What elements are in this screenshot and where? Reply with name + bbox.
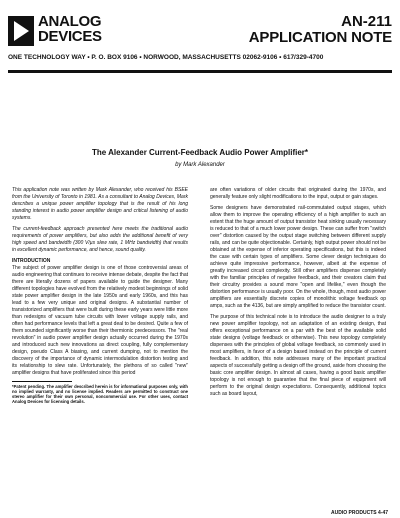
intro-paragraph-2: The current-feedback approach presented here meets the traditional audio requirements of power amplifiers, but also adds the additional benefit of very high speed and bandwidth (300 V/µs slew rate, 1 MHz bandwidth) that results in excellent dynamic performance, and hence, sound quality.	[12, 226, 188, 253]
logo-line-2: DEVICES	[38, 28, 102, 45]
body-paragraph-2: Some designers have demonstrated rail-commutated output stages, which allow them to improve the operating efficiency of a high amplifier to such an extent that the huge amount of output transistor heat sinking usually necessary is reduced to that of a much lower power design. These can suffer from "switch over" distortion caused by the output stage switching between different supply rails, and can be quite objectionable. Certainly, high output power should not be obtained at the expense of inferior operating specifications, but this is indeed the case with certain types of amplifiers. Some clever design techniques do achieve quite impressive performance, however, albeit at the expense of greatly increased circuit complexity. Still other amplifiers dispense completely with the familiar principles of negative feedback, and their creators claim that their circuitry provides a sound more "open and lifelike," even though the distortion performance is usually poor. On the whole, though, most audio power amplifiers are essentially discrete copies of monolithic voltage feedback op amps, such as the 4136, but are simply amplified to reduce the transistor count.	[210, 205, 386, 309]
left-column	[12, 187, 188, 404]
intro-paragraph-1: This application note was written by Mark Alexander, who received his BSEE from the University of Toronto in 1981. As a consultant to Analog Devices, Mark describes a unique power amplifier topology that is the result of his long standing interest in audio power amplifier design and critical listening of audio systems.	[12, 187, 188, 221]
logo-line-1: ANALOG	[38, 13, 102, 30]
triangle-logo-icon	[8, 16, 34, 46]
page-header	[8, 14, 392, 64]
application-note-id	[249, 14, 392, 46]
logo-wordmark	[38, 14, 102, 44]
right-column	[210, 187, 386, 402]
section-heading: INTRODUCTION	[12, 258, 51, 264]
footnote-rule	[12, 381, 72, 382]
company-address: ONE TECHNOLOGY WAY • P. O. BOX 9106 • NORWOOD, MASSACHUSETTS 02062-9106 • 617/329-4700	[8, 54, 324, 61]
analog-devices-logo	[8, 14, 158, 50]
an-label: APPLICATION NOTE	[248, 29, 392, 46]
body-paragraph-1: are often variations of older circuits that originated during the 1970s, and generally feature only slight modifications to the input, output or gain stages.	[210, 187, 386, 200]
body-paragraph-3: The purpose of this technical note is to introduce the audio designer to a truly new power amplifier topology, not an adaptation of an existing design, that offers exceptional performance on a par with the best of the available solid state designs (voltage feedback or otherwise). This new topology completely dispenses with the principles of global voltage feedback, so commonly used in most amplifiers, in favor of a design based instead on the principle of current feedback. In addition, this note addresses many of the important practical aspects of successfully getting a design off the ground, aside from choosing the basic core amplifier design. In almost all cases, having a good basic amplifier topology is not enough to guarantee that the final piece of equipment will perform to the original design expectations. Consequently, additional topics such as board layout,	[210, 314, 386, 397]
page-footer: AUDIO PRODUCTS 4-47	[331, 510, 388, 516]
introduction-body: The subject of power amplifier design is one of those controversial areas of audio engineering that continues to receive intense debate, despite the fact that there are literally dozens of papers available to guide the designer. Many different topologies have evolved from the relatively modest beginnings of solid state power amplifier design in the late 1950s and early 1960s, and this has lead to a few very unique and original designs. A substantial number of transistorized amplifiers that were built during these early years were little more than redesigns of vacuum tube circuits with lower voltage supply rails, and often had performance levels that left a great deal to be desired. Quite a few of them sounded significantly worse than their thermionic predecessors. The "real revolution" in audio power amplifier design actually occurred during the 1970s and introduced such new innovations as direct coupling, fully complementary design, pseudo Class A biasing, and current dumping, not to mention the discovery of the importance of dynamic intermodulation distortion testing and its relationship to slew rate. Unfortunately, the plethora of so called "new" amplifier designs that have proliferated since this period	[12, 265, 188, 376]
header-rule	[8, 70, 392, 73]
article-title: The Alexander Current-Feedback Audio Power Amplifier*	[91, 148, 309, 157]
an-number: AN-211	[341, 13, 392, 30]
footnote: *Patent pending. The amplifier described herein is for informational purposes only, with no implied warranty, and no license implied. Readers are permitted to construct one stereo amplifier for their own personal, noncommercial use. For other uses, contact Analog Devices for licensing details.	[12, 383, 188, 404]
article-byline: by Mark Alexander	[175, 162, 225, 168]
